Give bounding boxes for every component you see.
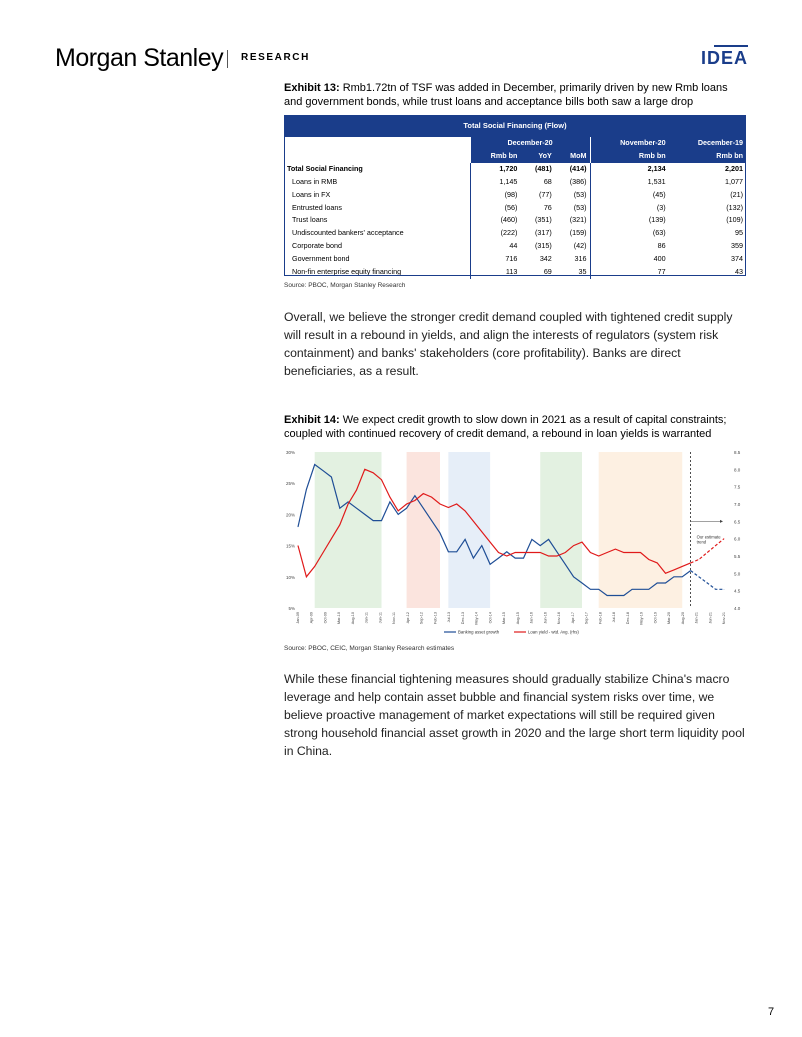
loan-yield-point bbox=[557, 556, 558, 557]
table-cell: (481) bbox=[535, 163, 552, 173]
unit-header: Rmb bn bbox=[669, 150, 746, 163]
exhibit-14-label: Exhibit 14: bbox=[284, 414, 340, 426]
loan-yield-point bbox=[682, 566, 683, 567]
table-cell: 1,077 bbox=[725, 176, 743, 186]
table-cell: (414) bbox=[569, 163, 587, 173]
table-cell: 95 bbox=[735, 228, 743, 238]
shaded-band bbox=[407, 452, 440, 608]
loan-yield-point bbox=[598, 556, 599, 557]
table-cell: (3) bbox=[590, 202, 669, 215]
loan-yield-point bbox=[365, 469, 366, 470]
table-cell: 76 bbox=[543, 202, 552, 212]
table-row bbox=[284, 266, 746, 279]
row-label: Corporate bond bbox=[292, 241, 342, 251]
table-cell: (317) bbox=[535, 228, 552, 238]
x-tick-label: Oct-09 bbox=[323, 612, 328, 624]
exhibit-14-text: We expect credit growth to slow down in 2021 as a result of capital constraints; coupled with continued recovery of credit demand, a rebound in loan yields is warranted bbox=[284, 414, 727, 440]
table-cell: (21) bbox=[730, 189, 743, 199]
x-tick-label: May-14 bbox=[474, 612, 479, 625]
loan-yield-point bbox=[724, 538, 725, 539]
loan-yield-point bbox=[507, 556, 508, 557]
table-cell: (56) bbox=[470, 202, 520, 215]
loan-yield-point bbox=[465, 511, 466, 512]
page-number: 7 bbox=[768, 1006, 775, 1018]
loan-yield-point bbox=[657, 563, 658, 564]
table-cell: 359 bbox=[731, 241, 743, 251]
asset-growth-point bbox=[532, 539, 533, 540]
table-cell: (222) bbox=[470, 227, 520, 240]
asset-growth-point bbox=[415, 495, 416, 496]
asset-growth-point bbox=[690, 570, 691, 571]
loan-yield-point bbox=[649, 559, 650, 560]
asset-growth-point bbox=[298, 527, 299, 528]
table-cell: (45) bbox=[590, 189, 669, 202]
loan-yield-point bbox=[298, 545, 299, 546]
asset-growth-point bbox=[707, 583, 708, 584]
asset-growth-point bbox=[398, 514, 399, 515]
x-tick-label: Mar-20 bbox=[667, 612, 672, 625]
table-cell: 2,134 bbox=[590, 163, 669, 176]
asset-growth-point bbox=[515, 558, 516, 559]
asset-growth-point bbox=[373, 520, 374, 521]
loan-yield-point bbox=[339, 525, 340, 526]
loan-yield-point bbox=[373, 473, 374, 474]
table-cell: (315) bbox=[535, 241, 552, 251]
asset-growth-point bbox=[423, 508, 424, 509]
loan-yield-point bbox=[548, 556, 549, 557]
x-tick-label: Nov-11 bbox=[392, 612, 397, 624]
asset-growth-point bbox=[406, 508, 407, 509]
y-right-tick-label: 6.5 bbox=[734, 519, 741, 525]
asset-growth-point bbox=[465, 539, 466, 540]
body-paragraph-1: Overall, we believe the stronger credit demand coupled with tightened credit supply will result in a rebound in yields, and align the interests of regulators (system risk containment) and banks' stakeholders (core profitability). Banks are direct beneficiaries, as a result. bbox=[284, 310, 733, 378]
loan-yield-point bbox=[348, 504, 349, 505]
row-label: Trust loans bbox=[292, 215, 328, 225]
loan-yield-point bbox=[406, 504, 407, 505]
asset-growth-point bbox=[665, 583, 666, 584]
asset-growth-point bbox=[431, 520, 432, 521]
table-row bbox=[284, 176, 746, 189]
row-label: Entrusted loans bbox=[292, 202, 342, 212]
x-tick-label: Jan-16 bbox=[529, 612, 534, 624]
y-right-tick-label: 7.5 bbox=[734, 484, 741, 490]
asset-growth-point bbox=[565, 564, 566, 565]
table-row bbox=[284, 202, 746, 215]
table-cell: 400 bbox=[590, 253, 669, 266]
x-tick-label: May-19 bbox=[639, 612, 644, 625]
loan-yield-point bbox=[456, 504, 457, 505]
asset-growth-point bbox=[548, 539, 549, 540]
x-tick-label: Aug-20 bbox=[680, 612, 685, 625]
y-left-tick-label: 15% bbox=[285, 543, 295, 549]
table-row bbox=[284, 253, 746, 266]
table-cell: 1,720 bbox=[470, 163, 520, 176]
y-right-tick-label: 8.5 bbox=[734, 450, 741, 455]
row-label: Government bond bbox=[292, 254, 350, 264]
exhibit-14-chart bbox=[284, 446, 746, 640]
exhibit-13-source: Source: PBOC, Morgan Stanley Research bbox=[284, 282, 406, 289]
asset-growth-point bbox=[314, 464, 315, 465]
y-left-tick-label: 30% bbox=[285, 450, 295, 455]
loan-yield-point bbox=[532, 552, 533, 553]
group-header-nov20: November-20 bbox=[590, 137, 669, 150]
group-header-dec20: December-20 bbox=[470, 137, 590, 150]
table-cell: (460) bbox=[470, 214, 520, 227]
asset-growth-point bbox=[657, 583, 658, 584]
x-tick-label: Jun-21 bbox=[708, 612, 713, 624]
table-cell: (321) bbox=[569, 215, 587, 225]
row-label: Non-fin enterprise equity financing bbox=[292, 267, 402, 277]
table-cell: (77) bbox=[539, 189, 552, 199]
asset-growth-point bbox=[365, 514, 366, 515]
asset-growth-point bbox=[331, 477, 332, 478]
asset-growth-point bbox=[674, 577, 675, 578]
unit-header: YoY bbox=[520, 150, 554, 163]
shaded-band bbox=[599, 452, 683, 608]
asset-growth-point bbox=[381, 520, 382, 521]
chart-svg bbox=[284, 446, 746, 640]
loan-yield-point bbox=[615, 549, 616, 550]
exhibit-14-source: Source: PBOC, CEIC, Morgan Stanley Research estimates bbox=[284, 645, 455, 652]
x-tick-label: Aug-10 bbox=[350, 612, 355, 625]
row-label: Total Social Financing bbox=[287, 163, 363, 173]
asset-growth-point bbox=[699, 577, 700, 578]
loan-yield-point bbox=[481, 531, 482, 532]
header-divider bbox=[227, 50, 228, 68]
y-right-tick-label: 8.0 bbox=[734, 467, 741, 473]
asset-growth-forecast-line bbox=[691, 571, 724, 590]
unit-header: Rmb bn bbox=[470, 150, 520, 163]
asset-growth-point bbox=[632, 589, 633, 590]
loan-yield-point bbox=[674, 570, 675, 571]
asset-growth-point bbox=[448, 552, 449, 553]
asset-growth-point bbox=[607, 595, 608, 596]
x-tick-label: Nov-16 bbox=[557, 612, 562, 625]
asset-growth-point bbox=[473, 558, 474, 559]
loan-yield-point bbox=[540, 552, 541, 553]
x-tick-label: Mar-15 bbox=[502, 612, 507, 625]
loan-yield-point bbox=[640, 552, 641, 553]
asset-growth-point bbox=[573, 577, 574, 578]
asset-growth-point bbox=[456, 552, 457, 553]
table-cell: 69 bbox=[543, 267, 552, 277]
table-cell: (98) bbox=[470, 189, 520, 202]
x-tick-label: Feb-13 bbox=[433, 612, 438, 625]
x-tick-label: Feb-18 bbox=[598, 612, 603, 625]
table-row bbox=[284, 214, 746, 227]
y-left-tick-label: 20% bbox=[285, 512, 295, 518]
table-cell: 316 bbox=[574, 254, 587, 264]
asset-growth-point bbox=[649, 589, 650, 590]
loan-yield-point bbox=[323, 552, 324, 553]
table-cell: 43 bbox=[735, 267, 743, 277]
row-label: Loans in FX bbox=[292, 189, 331, 199]
loan-yield-point bbox=[607, 552, 608, 553]
table-cell: (53) bbox=[573, 189, 587, 199]
loan-yield-point bbox=[423, 493, 424, 494]
x-tick-label: Oct-19 bbox=[653, 612, 658, 624]
table-cell: (386) bbox=[569, 176, 587, 186]
loan-yield-point bbox=[632, 552, 633, 553]
table-cell: 35 bbox=[578, 267, 587, 277]
asset-growth-point bbox=[339, 508, 340, 509]
tsf-table bbox=[284, 115, 746, 279]
asset-growth-point bbox=[498, 558, 499, 559]
table-cell: 342 bbox=[539, 254, 552, 264]
table-cell: (109) bbox=[726, 215, 743, 225]
shaded-band bbox=[540, 452, 582, 608]
table-cell: 77 bbox=[590, 266, 669, 279]
x-tick-label: Aug-15 bbox=[515, 612, 520, 625]
y-left-tick-label: 5% bbox=[288, 606, 295, 611]
arrow-head-icon bbox=[720, 520, 723, 523]
x-tick-label: Apr-12 bbox=[405, 612, 410, 624]
research-label: RESEARCH bbox=[241, 52, 310, 63]
legend-label-asset-growth: Banking asset growth bbox=[458, 629, 500, 635]
table-row bbox=[284, 163, 746, 176]
loan-yield-point bbox=[573, 545, 574, 546]
asset-growth-point bbox=[481, 545, 482, 546]
loan-yield-point bbox=[699, 559, 700, 560]
x-tick-label: Sep-17 bbox=[584, 612, 589, 625]
unit-header: MoM bbox=[555, 150, 590, 163]
asset-growth-point bbox=[306, 489, 307, 490]
asset-growth-point bbox=[590, 589, 591, 590]
row-label: Loans in RMB bbox=[292, 176, 338, 186]
asset-growth-point bbox=[598, 589, 599, 590]
unit-header: Rmb bn bbox=[590, 150, 669, 163]
asset-growth-point bbox=[348, 502, 349, 503]
x-tick-label: Mar-10 bbox=[337, 612, 342, 625]
x-tick-label: Oct-14 bbox=[488, 612, 493, 624]
group-header-row bbox=[284, 137, 746, 150]
asset-growth-point bbox=[724, 589, 725, 590]
loan-yield-point bbox=[398, 511, 399, 512]
table-cell: (53) bbox=[573, 202, 587, 212]
table-cell: 86 bbox=[590, 240, 669, 253]
loan-yield-point bbox=[473, 521, 474, 522]
loan-yield-point bbox=[665, 573, 666, 574]
loan-yield-point bbox=[515, 552, 516, 553]
asset-growth-point bbox=[640, 589, 641, 590]
loan-yield-point bbox=[690, 563, 691, 564]
table-row bbox=[284, 227, 746, 240]
asset-growth-point bbox=[440, 533, 441, 534]
table-cell: (139) bbox=[590, 214, 669, 227]
x-tick-label: Dec-18 bbox=[625, 612, 630, 625]
asset-growth-point bbox=[323, 470, 324, 471]
loan-yield-point bbox=[356, 490, 357, 491]
loan-yield-point bbox=[623, 552, 624, 553]
asset-growth-point bbox=[356, 508, 357, 509]
table-cell: 716 bbox=[470, 253, 520, 266]
exhibit-13-label: Exhibit 13: bbox=[284, 82, 340, 94]
table-row bbox=[284, 189, 746, 202]
exhibit-14-title bbox=[284, 413, 734, 441]
loan-yield-point bbox=[590, 552, 591, 553]
loan-yield-point bbox=[440, 504, 441, 505]
table-cell: (351) bbox=[535, 215, 552, 225]
asset-growth-point bbox=[582, 583, 583, 584]
y-left-tick-label: 10% bbox=[285, 574, 295, 580]
loan-yield-point bbox=[331, 538, 332, 539]
table-cell: 1,531 bbox=[590, 176, 669, 189]
loan-yield-point bbox=[306, 577, 307, 578]
loan-yield-point bbox=[490, 542, 491, 543]
table-cell: 44 bbox=[470, 240, 520, 253]
asset-growth-point bbox=[682, 577, 683, 578]
x-tick-label: Apr-17 bbox=[570, 612, 575, 624]
loan-yield-point bbox=[498, 552, 499, 553]
table-cell: 374 bbox=[731, 254, 743, 264]
y-right-tick-label: 5.0 bbox=[734, 571, 741, 577]
loan-yield-point bbox=[565, 552, 566, 553]
table-cell: (132) bbox=[726, 202, 743, 212]
table-cell: (63) bbox=[590, 227, 669, 240]
y-right-tick-label: 4.5 bbox=[734, 588, 741, 594]
loan-yield-point bbox=[582, 542, 583, 543]
annotation-text: Our estimate bbox=[696, 534, 721, 540]
asset-growth-point bbox=[540, 545, 541, 546]
loan-yield-point bbox=[707, 552, 708, 553]
loan-yield-point bbox=[415, 500, 416, 501]
x-tick-label: Dec-13 bbox=[460, 612, 465, 625]
x-tick-label: Apr-09 bbox=[309, 612, 314, 624]
unit-header-row bbox=[284, 150, 746, 163]
asset-growth-point bbox=[615, 595, 616, 596]
y-left-tick-label: 25% bbox=[285, 481, 295, 487]
annotation-text: trend bbox=[696, 539, 707, 545]
loan-yield-point bbox=[448, 507, 449, 508]
table-cell: 1,145 bbox=[470, 176, 520, 189]
x-tick-label: Jul-13 bbox=[447, 612, 452, 623]
idea-logo: IDEA bbox=[700, 48, 748, 68]
table-cell: 2,201 bbox=[725, 163, 743, 173]
group-header-dec19: December-19 bbox=[669, 137, 746, 150]
exhibit-13-title bbox=[284, 81, 734, 109]
x-tick-label: Jun-16 bbox=[543, 612, 548, 624]
report-header bbox=[55, 40, 750, 80]
y-right-tick-label: 5.5 bbox=[734, 554, 741, 559]
idea-logo-bar bbox=[714, 45, 748, 47]
asset-growth-point bbox=[623, 595, 624, 596]
x-tick-label: Jan-21 bbox=[694, 612, 699, 624]
exhibit-13-text: Rmb1.72tn of TSF was added in December, primarily driven by new Rmb loans and government bonds, while trust loans and acceptance bills both saw a large drop bbox=[284, 82, 728, 108]
y-right-tick-label: 7.0 bbox=[734, 502, 741, 507]
table-row bbox=[284, 240, 746, 253]
table-cell: 68 bbox=[543, 176, 552, 186]
loan-yield-point bbox=[431, 497, 432, 498]
x-tick-label: Jan-09 bbox=[296, 612, 300, 624]
x-tick-label: Nov-21 bbox=[722, 612, 726, 625]
shaded-band bbox=[448, 452, 490, 608]
loan-yield-point bbox=[314, 566, 315, 567]
table-cell: 113 bbox=[470, 266, 520, 279]
legend-label-loan-yield: Loan yield - wtd. Avg. (rhs) bbox=[528, 629, 579, 635]
asset-growth-point bbox=[390, 502, 391, 503]
x-tick-label: Jul-18 bbox=[612, 612, 617, 623]
table-cell: (42) bbox=[573, 241, 587, 251]
y-right-tick-label: 6.0 bbox=[734, 536, 741, 542]
asset-growth-point bbox=[490, 564, 491, 565]
shaded-band bbox=[315, 452, 382, 608]
loan-yield-point bbox=[381, 479, 382, 480]
y-right-tick-label: 4.0 bbox=[734, 606, 741, 611]
x-tick-label: Sep-12 bbox=[419, 612, 424, 625]
asset-growth-point bbox=[557, 552, 558, 553]
asset-growth-point bbox=[523, 558, 524, 559]
body-paragraph-2: While these financial tightening measures should gradually stabilize China's macro leverage and help contain asset bubble and financial system risks over time, we believe proactive management of market expectations will still be required given strong household financial asset growth in 2020 and the large short term liquidity pool in China. bbox=[284, 672, 745, 758]
row-label: Undiscounted bankers' acceptance bbox=[292, 228, 404, 238]
brand-logo: Morgan Stanley bbox=[55, 44, 224, 72]
loan-yield-point bbox=[715, 545, 716, 546]
loan-yield-point bbox=[390, 497, 391, 498]
asset-growth-point bbox=[507, 552, 508, 553]
x-tick-label: Jun-11 bbox=[378, 612, 383, 624]
x-tick-label: Jan-11 bbox=[364, 612, 369, 624]
asset-growth-point bbox=[715, 589, 716, 590]
table-cell: (159) bbox=[569, 228, 587, 238]
loan-yield-point bbox=[523, 552, 524, 553]
tsf-table-title: Total Social Financing (Flow) bbox=[284, 115, 746, 137]
